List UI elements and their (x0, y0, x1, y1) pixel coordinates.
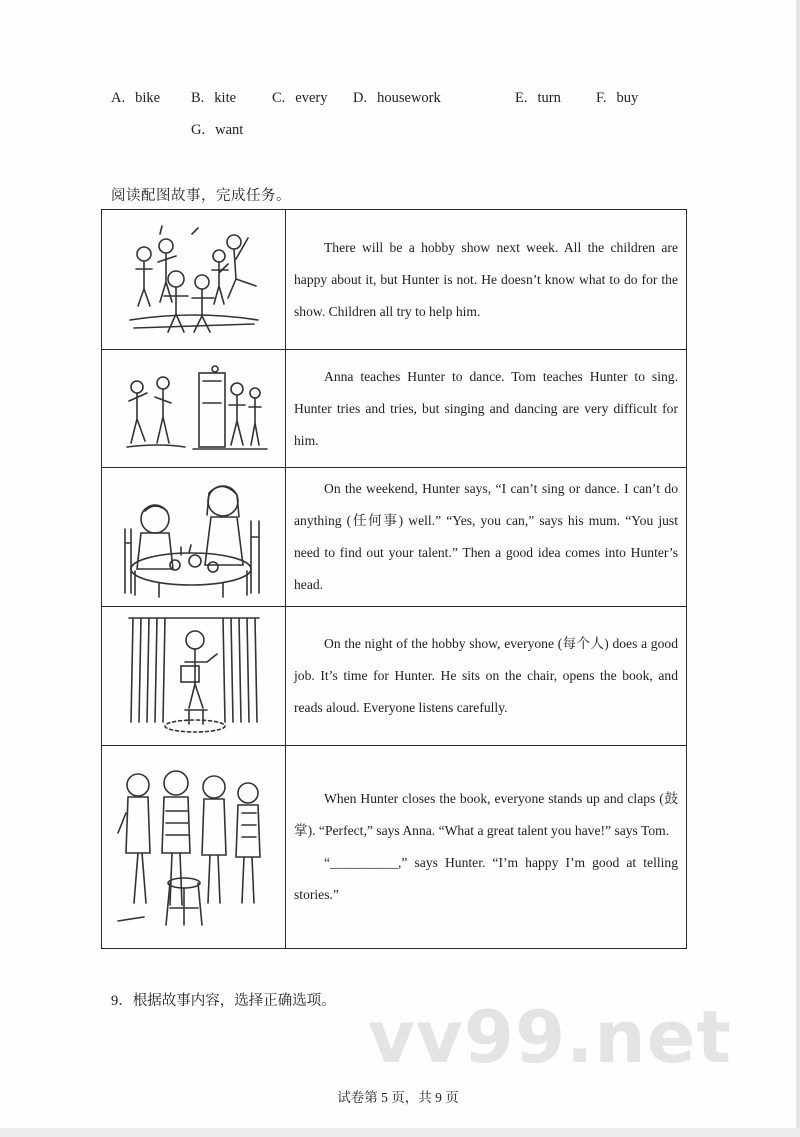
boy-and-mum-at-table-drawing (119, 473, 269, 601)
page-edge-shadow (796, 0, 800, 1137)
story-text-2 (286, 350, 687, 468)
word-option-b: B. kite (191, 90, 237, 106)
word-option-c: C. every (272, 90, 328, 106)
dance-and-sing-drawing (119, 363, 269, 455)
story-paragraph: Anna teaches Hunter to dance. Tom teaches Hunter to sing. Hunter tries and tries, but singing and dancing are very difficult for him. (294, 368, 678, 448)
story-illustration-3 (102, 468, 286, 607)
story-row-1 (102, 210, 687, 350)
word-option-f: F. buy (596, 90, 639, 106)
story-row-4 (102, 607, 687, 746)
watermark: vv99.net (368, 995, 732, 1079)
story-illustration-2 (102, 350, 286, 468)
word-option-g: G. want (191, 122, 244, 138)
story-text-1 (286, 210, 687, 350)
story-row-5 (102, 746, 687, 949)
word-option-a: A. bike (111, 90, 161, 106)
story-row-2 (102, 350, 687, 468)
page-footer: 试卷第 5 页，共 9 页 (337, 1090, 459, 1105)
story-text-4 (286, 607, 687, 746)
story-paragraph: When Hunter closes the book, everyone stands up and claps (鼓掌). “Perfect,” says Anna. “What a great talent you have!” says Tom. (294, 791, 678, 838)
task-heading: 阅读配图故事，完成任务。 (111, 188, 291, 204)
story-paragraph: On the weekend, Hunter says, “I can’t sing or dance. I can’t do anything (任何事) well.” “Yes, you can,” says his mum. “You just need to find out your talent.” Then a good idea comes into Hunter’s head. (294, 481, 678, 592)
story-illustration-5 (102, 746, 286, 949)
story-illustration-1 (102, 210, 286, 350)
story-paragraph: There will be a hobby show next week. All the children are happy about it, but Hunter is not. He doesn’t know what to do for the show. Children all try to help him. (294, 239, 678, 319)
page-bottom-edge (0, 1128, 800, 1137)
children-clapping-drawing (114, 763, 274, 931)
story-text-5 (286, 746, 687, 949)
question-9: 9．根据故事内容，选择正确选项。 (111, 993, 336, 1009)
story-row-3 (102, 468, 687, 607)
story-paragraph-blank: “__________,” says Hunter. “I’m happy I’m good at telling stories.” (294, 855, 678, 902)
story-illustration-4 (102, 607, 286, 746)
hunter-reading-on-stage-drawing (119, 614, 269, 738)
story-paragraph: On the night of the hobby show, everyone (每个人) does a good job. It’s time for Hunter. He sits on the chair, opens the book, and reads aloud. Everyone listens carefully. (294, 636, 678, 715)
story-text-3 (286, 468, 687, 607)
word-option-e: E. turn (515, 90, 561, 106)
word-option-d: D. housework (353, 90, 441, 106)
story-table (101, 209, 687, 949)
children-group-drawing (124, 224, 264, 336)
